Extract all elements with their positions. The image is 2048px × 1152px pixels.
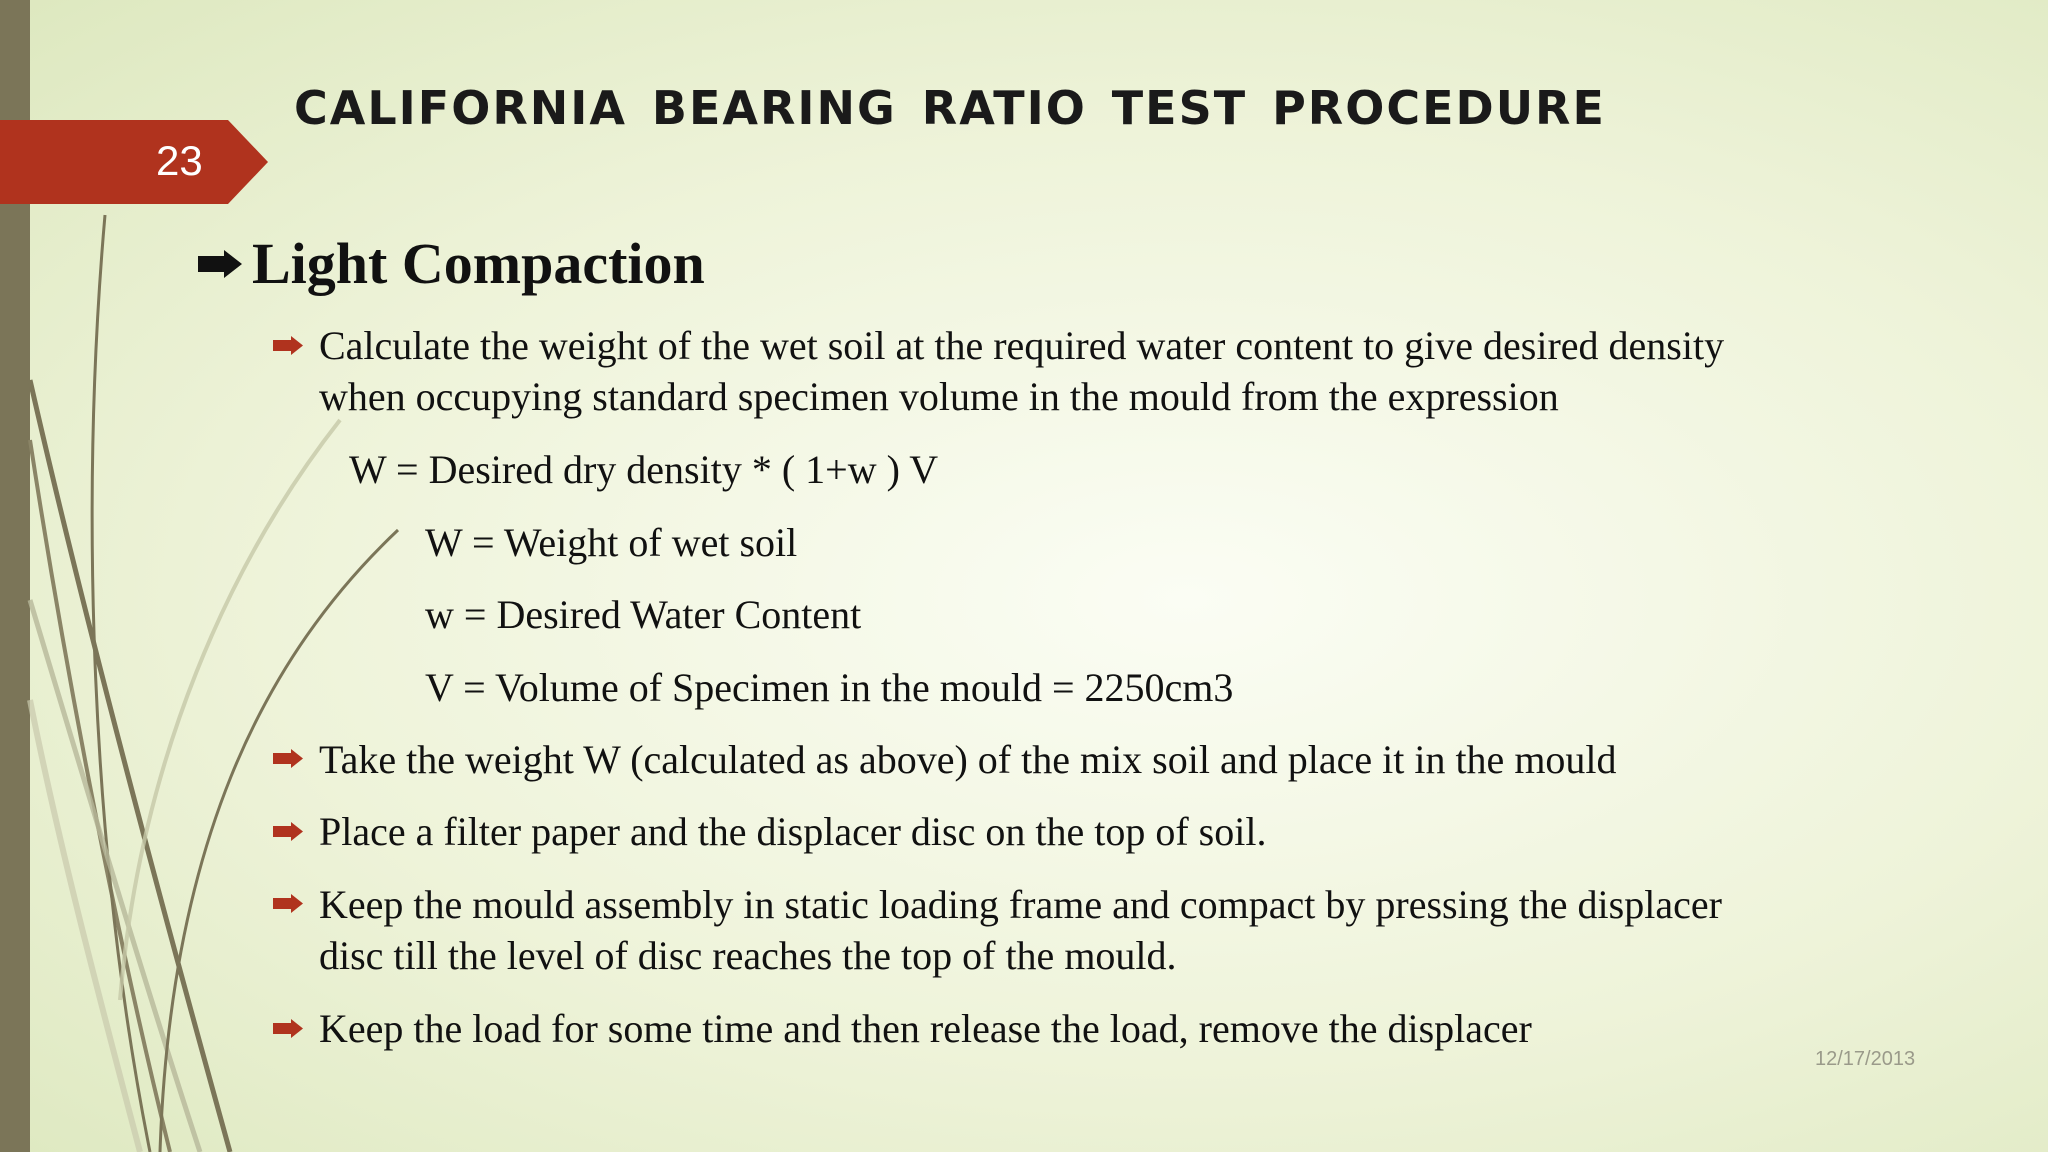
definition-w: w = Desired Water Content [425, 592, 862, 637]
slide-number-tag [0, 120, 268, 204]
bullet-4-line-2: disc till the level of disc reaches the top of the mould. [319, 933, 1177, 978]
slide-title: california bearing ratio test procedure [294, 63, 1606, 140]
bullet-arrow-icon [273, 1019, 303, 1038]
slide-date: 12/17/2013 [1815, 1048, 1916, 1070]
bullet-5: Keep the load for some time and then release the load, remove the displacer [319, 1006, 1532, 1051]
slide-number: 23 [156, 137, 203, 184]
bullet-arrow-icon [273, 749, 303, 768]
definition-V: V = Volume of Specimen in the mould = 2250cm3 [425, 665, 1234, 710]
bullet-1-line-2: when occupying standard specimen volume in the mould from the expression [319, 374, 1559, 419]
section-heading: Light Compaction [252, 231, 705, 296]
bullet-arrow-icon [273, 894, 303, 913]
bullet-arrow-icon [273, 336, 303, 355]
bullet-3: Place a filter paper and the displacer disc on the top of soil. [319, 809, 1267, 854]
bullet-arrow-icon [273, 822, 303, 841]
heading-arrow-icon [198, 250, 242, 278]
bullet-2: Take the weight W (calculated as above) of the mix soil and place it in the mould [319, 737, 1617, 782]
bullet-1-line-1: Calculate the weight of the wet soil at the required water content to give desired density [319, 323, 1725, 368]
bullet-4-line-1: Keep the mould assembly in static loading frame and compact by pressing the displacer [319, 882, 1722, 927]
formula: W = Desired dry density * ( 1+w ) V [349, 447, 939, 492]
definition-W: W = Weight of wet soil [425, 520, 798, 565]
